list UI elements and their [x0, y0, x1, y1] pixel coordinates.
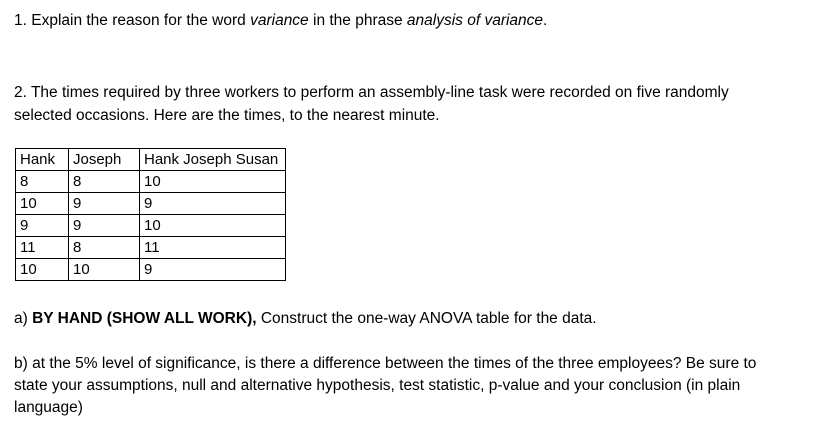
table-cell: 10 [69, 259, 140, 281]
part-b-line-3: language) [14, 399, 83, 416]
table-row [16, 171, 286, 193]
question-2-line-2: selected occasions. Here are the times, to the nearest minute. [14, 107, 440, 124]
times-table [15, 148, 286, 281]
question-2-line-1: 2. The times required by three workers to perform an assembly-line task were recorded on five randomly [14, 84, 729, 101]
table-cell: 9 [69, 193, 140, 215]
table-cell: 10 [140, 215, 286, 237]
question-1-text-middle: in the phrase [308, 12, 407, 29]
table-cell: 10 [140, 171, 286, 193]
question-1-term-variance: variance [250, 12, 309, 29]
header-joseph: Joseph [69, 149, 140, 171]
table-cell: 10 [16, 193, 69, 215]
question-1-text-end: . [543, 12, 548, 29]
table-cell: 8 [16, 171, 69, 193]
header-hank: Hank [16, 149, 69, 171]
table-row [16, 215, 286, 237]
header-hank-joseph-susan: Hank Joseph Susan [140, 149, 286, 171]
table-row [16, 237, 286, 259]
question-1-text-start: 1. Explain the reason for the word [14, 12, 251, 29]
table-cell: 11 [16, 237, 69, 259]
table-cell: 8 [69, 237, 140, 259]
question-1-term-anova: analysis of variance [406, 12, 544, 29]
part-a-text: Construct the one-way ANOVA table for the data. [256, 310, 597, 327]
part-b-line-1: b) at the 5% level of significance, is there a difference between the times of the three employees? Be sure to [14, 355, 757, 372]
part-b-line-2: state your assumptions, null and alternative hypothesis, test statistic, p-value and your conclusion (in plain [14, 377, 741, 394]
table-header-row [16, 149, 286, 171]
table-cell: 9 [140, 193, 286, 215]
table-row [16, 259, 286, 281]
question-1 [14, 11, 547, 31]
table-cell: 10 [16, 259, 69, 281]
table-cell: 9 [16, 215, 69, 237]
part-a [14, 309, 597, 329]
table-row [16, 193, 286, 215]
table-cell: 9 [140, 259, 286, 281]
table-cell: 8 [69, 171, 140, 193]
table-cell: 11 [140, 237, 286, 259]
table-cell: 9 [69, 215, 140, 237]
part-a-emphasis: BY HAND (SHOW ALL WORK), [32, 310, 257, 327]
part-a-prefix: a) [14, 310, 33, 327]
